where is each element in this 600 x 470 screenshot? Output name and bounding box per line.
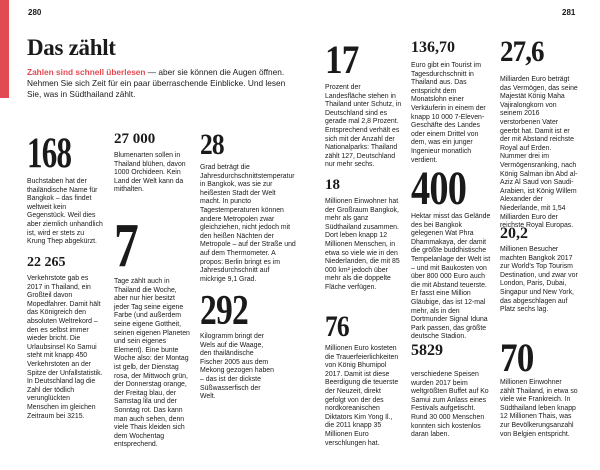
page-accent-bar: [0, 0, 9, 98]
fact-number-76: 76: [325, 310, 349, 343]
fact-text-27000: Blumenarten sollen in Thailand blühen, davon 1000 Orchideen. Kein Land der Welt kann da mithalten.: [114, 152, 186, 194]
fact-text-136-70: Euro gibt ein Tourist im Tagesdurchschnitt in Thailand aus. Das entspricht dem Monatslohn einer Verkäuferin in einem der knapp 10 000 7-Eleven-Geschäfte des Landes oder einem Drittel von dem, was ein junger Ingenieur monatlich verdient.: [411, 62, 486, 164]
fact-number-27-6: 27,6: [500, 35, 544, 68]
fact-number-17: 17: [325, 37, 359, 82]
fact-text-70: Millionen Einwohner zählt Thailand, in etwa so viele wie Frankreich. In Südthailand leben knapp 12 Millionen Thais, was zur Bevölkerungsanzahl von Belgien entspricht.: [500, 379, 578, 438]
fact-text-17: Prozent der Landesfläche stehen in Thailand unter Schutz, in Deutschland sind es gerade mal 2,8 Prozent. Entsprechend verhält es sich mit der Anzahl der Nationalparks: Thailand zählt 127, Deutschland nur mehr sechs.: [325, 84, 402, 169]
fact-text-22265: Verkehrstote gab es 2017 in Thailand, ein Großteil davon Mopedfahrer. Damit hält das Königreich den absoluten Weltrekord – den es selbst immer wieder bricht. Die Urlaubsinsel Ko Samui steht mit knapp 450 Verkehrstoten an der Spitze der Unfallstatistik. In Deutschland lag die Zahl der tödlich verunglückten Menschen im gleichen Zeitraum bei 3215.: [27, 275, 103, 420]
fact-number-7: 7: [114, 212, 138, 280]
fact-number-70: 70: [500, 335, 534, 380]
fact-text-5829: verschiedene Speisen wurden 2017 beim weltgrößten Buffet auf Ko Samui zum Anlass eines Festivals aufgetischt. Rund 30 000 Menschen konnten sich kostenlos daran laben.: [411, 371, 489, 439]
fact-number-28: 28: [200, 128, 224, 161]
page-title: Das zählt: [27, 35, 116, 60]
intro-highlight: Zahlen sind schnell überlesen: [27, 67, 146, 77]
fact-text-20-2: Millionen Besucher machten Bangkok 2017 zur World's Top Tourism Destination, und zwar vor London, Paris, Dubai, Singapur und New York, das abgeschlagen auf Platz sechs lag.: [500, 246, 578, 314]
fact-number-400: 400: [411, 162, 467, 215]
intro-text: — aber sie können die Augen öffnen. Nehmen Sie sich Zeit für ein paar überraschende Einblicke. Und lesen Sie, was in Südthailand zählt.: [27, 67, 286, 99]
fact-number-292: 292: [200, 288, 248, 334]
fact-text-28: Grad beträgt die Jahresdurchschnittstemperatur in Bangkok, was sie zur heißesten Stadt der Welt macht. In puncto Tagestemperaturen können andere Metropolen zwar gleichziehen, nicht jedoch mit den heißen Nächten der Metropole – auf der Straße und auf dem Thermometer. A propos: Berlin bringt es im Jahresdurchschnitt auf mickrige 9,1 Grad.: [200, 164, 296, 283]
fact-number-136-70: 136,70: [411, 39, 455, 56]
fact-text-400: Hektar misst das Gelände des bei Bangkok gelegenen Wat Phra Dhammakaya, der damit die größte buddhistische Tempelanlage der Welt ist – und mit Baukosten von über 800 000 Euro auch die mit Abstand teuerste. Er fasst eine Million Gläubige, das ist 12-mal mehr, als in den Dortmunder Signal Iduna Park passen, das größte deutsche Stadion.: [411, 213, 491, 341]
fact-number-22265: 22 265: [27, 255, 66, 270]
fact-text-76: Millionen Euro kosteten die Trauerfeierlichkeiten von König Bhumipol 2017. Damit ist diese Beerdigung die teuerste der Neuzeit, direkt gefolgt von der des nordkoreanischen Diktators Kim Yong Il., die 2011 knapp 35 Millionen Euro verschlungen hat.: [325, 345, 399, 447]
fact-text-168: Buchstaben hat der thailändische Name für Bangkok – das findet weltweit kein Gegenstück. Weil dies aber ziemlich unhandlich ist, wird er stets zu Krung Thep abgekürzt.: [27, 178, 103, 246]
fact-number-18: 18: [325, 177, 340, 193]
fact-number-20-2: 20,2: [500, 225, 528, 242]
fact-text-7: Tage zählt auch in Thailand die Woche, aber nur hier besitzt jeder Tag seine eigene Farbe (und außerdem seine eigene Gottheit, seinen eigenen Planeten und sein eigenes Element). Eine bunte Woche also: der Montag ist gelb, der Dienstag rosa, der Mittwoch grün, der Donnerstag orange, der Freitag blau, der Samstag lila und der Sonntag rot. Das kann man auch sehen, denn viele Thais kleiden sich dem Wochentag entsprechend.: [114, 278, 190, 449]
intro-paragraph: [27, 67, 289, 100]
fact-number-27000: 27 000: [114, 131, 156, 147]
fact-number-168: 168: [27, 130, 72, 177]
page-number-right: 281: [562, 8, 576, 17]
page-number-left: 280: [28, 8, 42, 17]
fact-text-18: Millionen Einwohner hat der Großraum Bangkok, mehr als ganz Südthailand zusammen. Dort leben knapp 12 Millionen Menschen, in etwa so viele wie in den Niederlanden, die mit 85 000 km² jedoch über mehr als die doppelte Fläche verfügen.: [325, 198, 400, 291]
fact-text-292: Kilogramm bringt der Wels auf die Waage, den thailändische Fischer 2005 aus dem Mekong gezogen haben – das ist der dickste Süßwasserfisch der Welt.: [200, 333, 274, 401]
fact-text-27-6: Milliarden Euro beträgt das Vermögen, das seine Majestät König Maha Vajiralongkorn von seinem 2016 verstorbenen Vater geerbt hat. Damit ist er der mit Abstand reichste Royal auf Erden. Nummer drei im Vermögensranking, nach König Salman ibn Abd al-Aziz Al Saud von Saudi-Arabien, ist König Willem Alexander der Niederlande, mit 1,54 Milliarden Euro der reichste Royal Europas.: [500, 76, 578, 230]
fact-number-5829: 5829: [411, 342, 443, 359]
